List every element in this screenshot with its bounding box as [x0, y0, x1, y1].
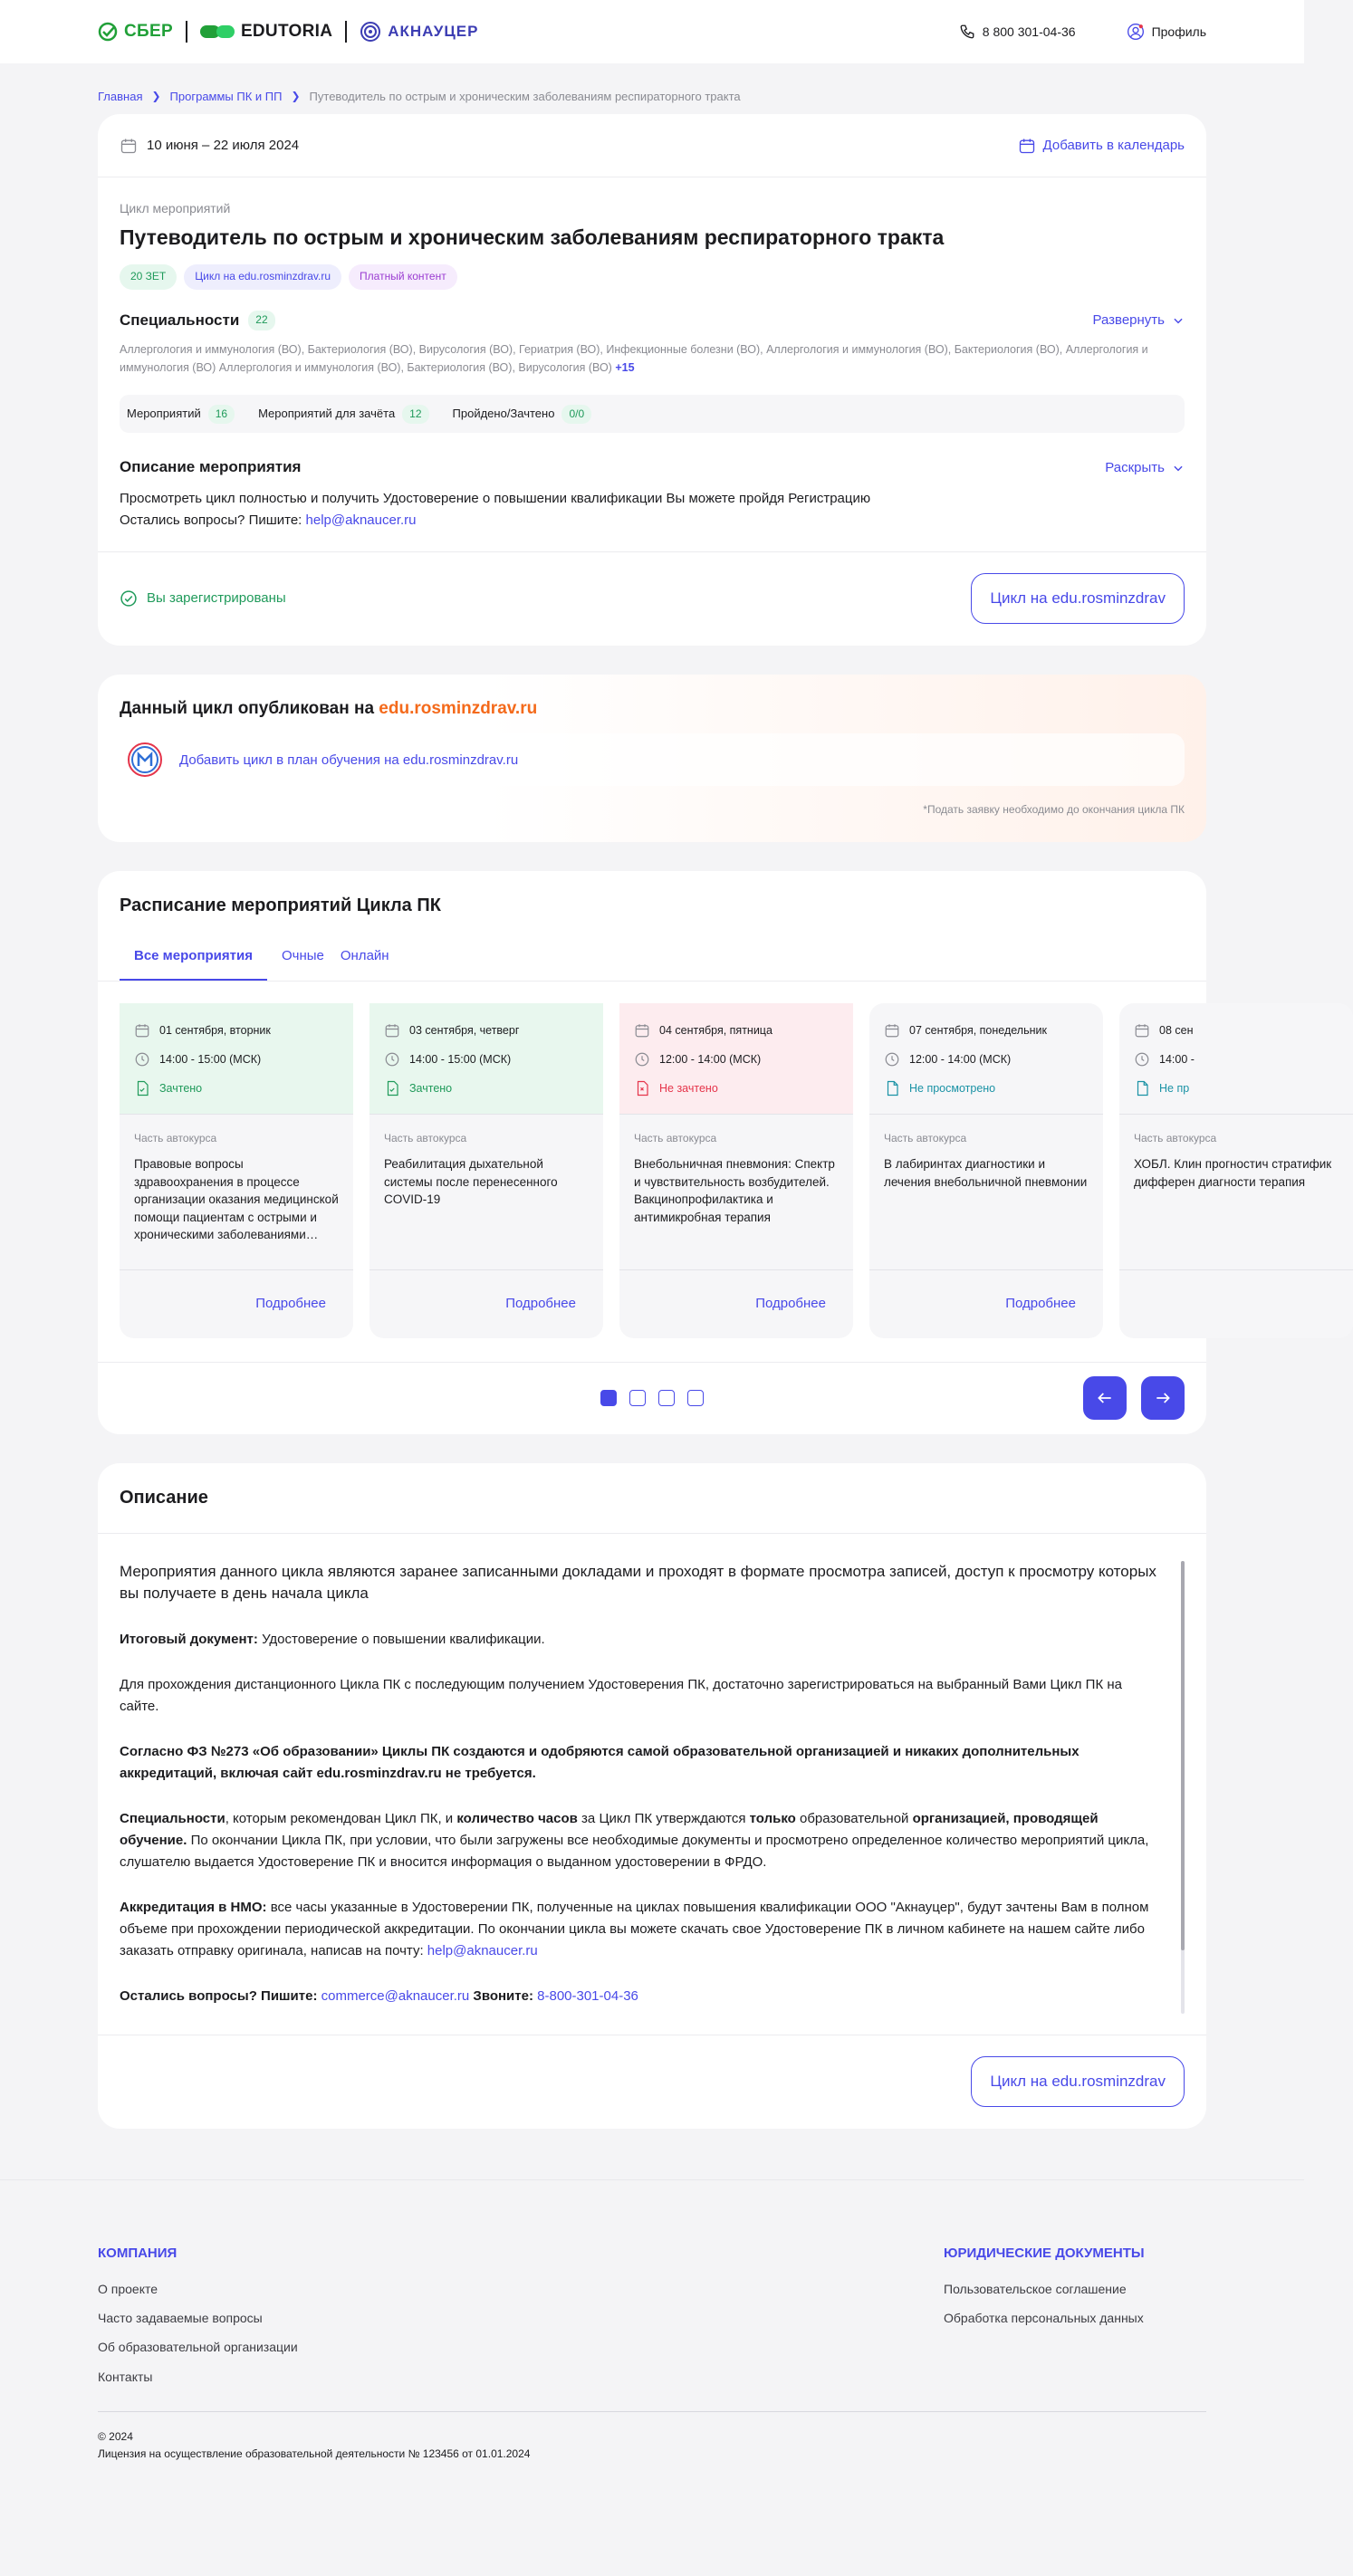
carousel-prev-button[interactable]	[1083, 1376, 1127, 1420]
schedule-carousel	[98, 982, 1332, 1362]
profile-icon	[1127, 23, 1145, 41]
event-card-item[interactable]	[1119, 1003, 1353, 1338]
schedule-title: Расписание мероприятий Цикла ПК	[120, 895, 441, 915]
event-description-title: Описание мероприятия	[120, 458, 302, 476]
help-email-link[interactable]: help@aknaucer.ru	[427, 1942, 538, 1958]
rosminzdrav-logo-icon	[127, 742, 163, 778]
breadcrumb-current: Путеводитель по острым и хроническим заболеваниям респираторного тракта	[309, 89, 741, 103]
event-details-link[interactable]	[1119, 1269, 1353, 1338]
document-check-icon	[134, 1080, 150, 1096]
description-card	[98, 1463, 1206, 2129]
footer-legal	[944, 2244, 1206, 2397]
profile-link[interactable]: Профиль	[1127, 23, 1206, 41]
specialties-more-link[interactable]: +15	[615, 361, 635, 375]
clock-icon	[134, 1051, 150, 1068]
site-header	[0, 0, 1304, 63]
description-footer	[98, 2035, 1206, 2129]
event-card-item[interactable]	[369, 1003, 603, 1338]
event-time: 12:00 - 14:00 (МСК)	[659, 1052, 762, 1066]
document-check-icon	[384, 1080, 400, 1096]
tab-online[interactable]: Онлайн	[340, 947, 389, 963]
calendar-icon	[634, 1022, 650, 1039]
document-icon	[884, 1080, 900, 1096]
footer-bottom	[98, 2411, 1206, 2463]
event-part-label: Часть автокурса	[884, 1131, 967, 1144]
event-time: 14:00 -	[1159, 1052, 1195, 1066]
chevron-down-icon	[1172, 314, 1185, 327]
published-card	[98, 675, 1206, 842]
event-name: Правовые вопросы здравоохранения в процессе организации оказания медицинской помощи пациентам с острыми и хроническими заболеваниями…	[134, 1157, 339, 1242]
breadcrumb-home[interactable]: Главная	[98, 89, 143, 103]
chevron-right-icon: ❯	[151, 90, 161, 103]
event-part-label: Часть автокурса	[1134, 1131, 1217, 1144]
clock-icon	[884, 1051, 900, 1068]
description-document: Итоговый документ: Удостоверение о повышении квалификации.	[120, 1631, 545, 1647]
calendar-icon	[1134, 1022, 1150, 1039]
specialties-count-badge: 22	[248, 311, 274, 330]
description-paragraph: Аккредитация в НМО: все часы указанные в Удостоверении ПК, полученные на циклах повышения квалификации ООО "Акнауцер", будут зачтены Вам в полном объеме при прохождении периодической аккредитации. По окончании цикла вы можете скачать свое Удостоверение ПК в личном кабинете на нашем сайте либо заказать отправку оригинала, написав на почту: help@aknaucer.ru	[120, 1899, 1149, 1958]
logo-divider	[345, 21, 347, 43]
tag-paid: Платный контент	[349, 264, 457, 289]
stat-events-for-credit: Мероприятий для зачёта 12	[258, 405, 428, 424]
tag-zet: 20 ЗЕТ	[120, 264, 177, 289]
commerce-email-link[interactable]: commerce@aknaucer.ru	[321, 1987, 470, 2004]
schedule-card	[98, 871, 1332, 1434]
logos	[98, 19, 478, 44]
phone-icon	[959, 24, 975, 40]
tag-rosminzdrav: Цикл на edu.rosminzdrav.ru	[184, 264, 341, 289]
event-status: Не пр	[1159, 1081, 1190, 1095]
event-date: 08 сен	[1159, 1023, 1194, 1037]
event-stats	[120, 395, 1185, 433]
event-status: Зачтено	[159, 1081, 203, 1095]
chevron-down-icon	[1172, 462, 1185, 474]
phone-link[interactable]: 8 800 301-04-36	[959, 23, 1076, 41]
arrow-right-icon	[1154, 1389, 1172, 1407]
event-part-label: Часть автокурса	[134, 1131, 217, 1144]
event-time: 14:00 - 15:00 (МСК)	[409, 1052, 512, 1066]
event-time: 12:00 - 14:00 (МСК)	[909, 1052, 1012, 1066]
scrollbar-thumb[interactable]	[1181, 1561, 1185, 1950]
event-status: Зачтено	[409, 1081, 453, 1095]
event-date: 07 сентября, понедельник	[909, 1023, 1047, 1037]
description-paragraph: Специальности, которым рекомендован Цикл ПК, и количество часов за Цикл ПК утверждаются только образовательной организацией, проводящей обучение. По окончании Цикла ПК, при условии, что были загружены все необходимые документы и просмотрено определенное количество мероприятий цикла, слушателю выдается Удостоверение ПК и вносится информация о выданном удостоверении в ФРДО.	[120, 1810, 1149, 1870]
arrow-left-icon	[1096, 1389, 1114, 1407]
event-details-link[interactable]: Подробнее	[369, 1269, 603, 1338]
calendar-icon	[884, 1022, 900, 1039]
event-tags	[120, 264, 1185, 289]
event-status: Не просмотрено	[909, 1081, 996, 1095]
event-name: ХОБЛ. Клин прогностич стратифик дифферен диагности терапия	[1134, 1157, 1332, 1189]
event-name: Реабилитация дыхательной системы после перенесенного COVID-19	[384, 1157, 558, 1207]
footer-link-contacts[interactable]: Контакты	[98, 2369, 153, 2384]
event-card-item[interactable]	[869, 1003, 1103, 1338]
cycle-rosminzdrav-button[interactable]: Цикл на edu.rosminzdrav	[971, 2056, 1185, 2107]
calendar-icon	[134, 1022, 150, 1039]
registration-row	[98, 551, 1206, 646]
check-circle-icon	[120, 589, 138, 608]
help-email-link[interactable]: help@aknaucer.ru	[305, 512, 417, 528]
breadcrumb-programs[interactable]: Программы ПК и ПП	[169, 89, 283, 103]
event-part-label: Часть автокурса	[634, 1131, 717, 1144]
edutoria-logo-icon	[200, 24, 235, 39]
carousel-next-button[interactable]	[1141, 1376, 1185, 1420]
event-card-item[interactable]	[120, 1003, 353, 1338]
event-card	[98, 114, 1206, 646]
document-icon	[1134, 1080, 1150, 1096]
reveal-description-button[interactable]: Раскрыть	[1105, 458, 1185, 478]
clock-icon	[634, 1051, 650, 1068]
sber-logo-icon	[98, 22, 118, 42]
description-lead: Мероприятия данного цикла являются заранее записанными докладами и проходят в формате просмотра записей, доступ к просмотру которых вы получаете в день начала цикла	[120, 1562, 1156, 1603]
carousel-dot[interactable]	[658, 1390, 675, 1406]
event-name: Внебольничная пневмония: Спектр и чувствительность возбудителей. Вакцинопрофилактика и антимикробная терапия	[634, 1157, 835, 1224]
footer-link-personal-data[interactable]: Обработка персональных данных	[944, 2310, 1144, 2325]
description-paragraph: Для прохождения дистанционного Цикла ПК с последующим получением Удостоверения ПК, достаточно зарегистрироваться на выбранный Вами Цикл ПК на сайте.	[120, 1676, 1122, 1714]
stat-passed: Пройдено/Зачтено 0/0	[453, 405, 592, 424]
footer-legal-title: ЮРИДИЧЕСКИЕ ДОКУМЕНТЫ	[944, 2245, 1145, 2261]
cycle-label: Цикл мероприятий	[120, 201, 231, 215]
breadcrumb	[0, 63, 1304, 114]
carousel-dot[interactable]	[629, 1390, 646, 1406]
copyright: © 2024	[98, 2429, 133, 2443]
add-to-plan-link[interactable]: Добавить цикл в план обучения на edu.rosminzdrav.ru	[120, 733, 1185, 786]
carousel-dot[interactable]	[600, 1390, 617, 1406]
aknaucer-logo[interactable]: АКНАУЦЕР	[360, 21, 478, 43]
stat-events: Мероприятий 16	[127, 405, 235, 424]
sber-logo[interactable]: СБЕР	[98, 19, 173, 44]
phone-link[interactable]: 8-800-301-04-36	[537, 1987, 638, 2004]
description-scrollbar[interactable]	[1181, 1561, 1185, 2014]
registered-status: Вы зарегистрированы	[120, 589, 286, 608]
description-title: Описание	[98, 1463, 1206, 1534]
license-text: Лицензия на осуществление образовательной деятельности № 123456 от 01.01.2024	[98, 2447, 531, 2461]
specialties-list: Аллергология и иммунология (ВО), Бактериология (ВО), Вирусология (ВО), Гериатрия (ВО), Инфекционные болезни (ВО), Аллергология и иммунология (ВО), Бактериология (ВО), Аллергология и иммунология (ВО) Аллергология и иммунология (ВО), Бактериология (ВО), Вирусология (ВО) +15	[120, 343, 1148, 375]
tab-all-events[interactable]: Все мероприятия	[120, 939, 267, 981]
page-title: Путеводитель по острым и хроническим заболеваниям респираторного тракта	[120, 225, 945, 250]
clock-icon	[384, 1051, 400, 1068]
event-name: В лабиринтах диагностики и лечения внебольничной пневмонии	[884, 1157, 1088, 1189]
event-description-text: Просмотреть цикл полностью и получить Удостоверение о повышении квалификации Вы можете пройдя Регистрацию Остались вопросы? Пишите: help@aknaucer.ru	[120, 490, 871, 528]
aknaucer-logo-icon	[360, 21, 381, 43]
event-date-row	[98, 114, 1206, 177]
chevron-right-icon: ❯	[291, 90, 301, 103]
carousel-pager	[98, 1362, 1206, 1434]
event-status: Не зачтено	[659, 1081, 718, 1095]
carousel-dots	[600, 1390, 704, 1406]
expand-specialties-button[interactable]: Развернуть	[1092, 311, 1185, 330]
clock-icon	[1134, 1051, 1150, 1068]
footer-link-user-agreement[interactable]: Пользовательское соглашение	[944, 2281, 1127, 2296]
description-paragraph: Согласно ФЗ №273 «Об образовании» Циклы ПК создаются и одобряются самой образовательной организацией и никаких дополнительных аккредитаций, включая сайт edu.rosminzdrav.ru не требуется.	[120, 1743, 1080, 1781]
event-date: 04 сентября, пятница	[659, 1023, 772, 1037]
event-time: 14:00 - 15:00 (МСК)	[159, 1052, 262, 1066]
edutoria-logo[interactable]: EDUTORIA	[200, 19, 332, 44]
published-note: *Подать заявку необходимо до окончания цикла ПК	[923, 803, 1185, 817]
schedule-tabs	[98, 939, 1206, 982]
event-details-link[interactable]: Подробнее	[619, 1269, 853, 1338]
published-title: Данный цикл опубликован на edu.rosminzdrav.ru	[120, 698, 538, 718]
specialties-header	[120, 310, 1185, 332]
cycle-rosminzdrav-button[interactable]: Цикл на edu.rosminzdrav	[971, 573, 1185, 624]
footer-link-organization[interactable]: Об образовательной организации	[98, 2340, 298, 2355]
description-body	[98, 1534, 1206, 2035]
event-details-link[interactable]: Подробнее	[869, 1269, 1103, 1338]
add-to-calendar-button[interactable]: Добавить в календарь	[1018, 136, 1185, 156]
event-description-header	[120, 456, 1185, 479]
footer-link-about[interactable]: О проекте	[98, 2281, 158, 2296]
footer-company	[98, 2244, 298, 2397]
footer-company-title: КОМПАНИЯ	[98, 2245, 178, 2261]
logo-divider	[186, 21, 187, 43]
event-date: 03 сентября, четверг	[409, 1023, 520, 1037]
calendar-icon	[120, 137, 138, 155]
carousel-dot[interactable]	[687, 1390, 704, 1406]
event-date: 01 сентября, вторник	[159, 1023, 271, 1037]
event-card-item[interactable]	[619, 1003, 853, 1338]
tab-in-person[interactable]: Очные	[281, 947, 324, 963]
event-part-label: Часть автокурса	[384, 1131, 467, 1144]
header-actions	[959, 23, 1206, 41]
description-contacts: Остались вопросы? Пишите: commerce@aknaucer.ru Звоните: 8-800-301-04-36	[120, 1987, 638, 2004]
specialties-title: Специальности 22	[120, 310, 275, 332]
event-details-link[interactable]: Подробнее	[120, 1269, 353, 1338]
site-footer	[0, 2179, 1304, 2496]
event-main-body	[98, 177, 1206, 551]
carousel-arrows	[1083, 1376, 1185, 1420]
footer-link-faq[interactable]: Часто задаваемые вопросы	[98, 2310, 263, 2325]
event-dates: 10 июня – 22 июля 2024	[120, 136, 299, 156]
calendar-add-icon	[1018, 137, 1036, 155]
calendar-icon	[384, 1022, 400, 1039]
document-cross-icon	[634, 1080, 650, 1096]
